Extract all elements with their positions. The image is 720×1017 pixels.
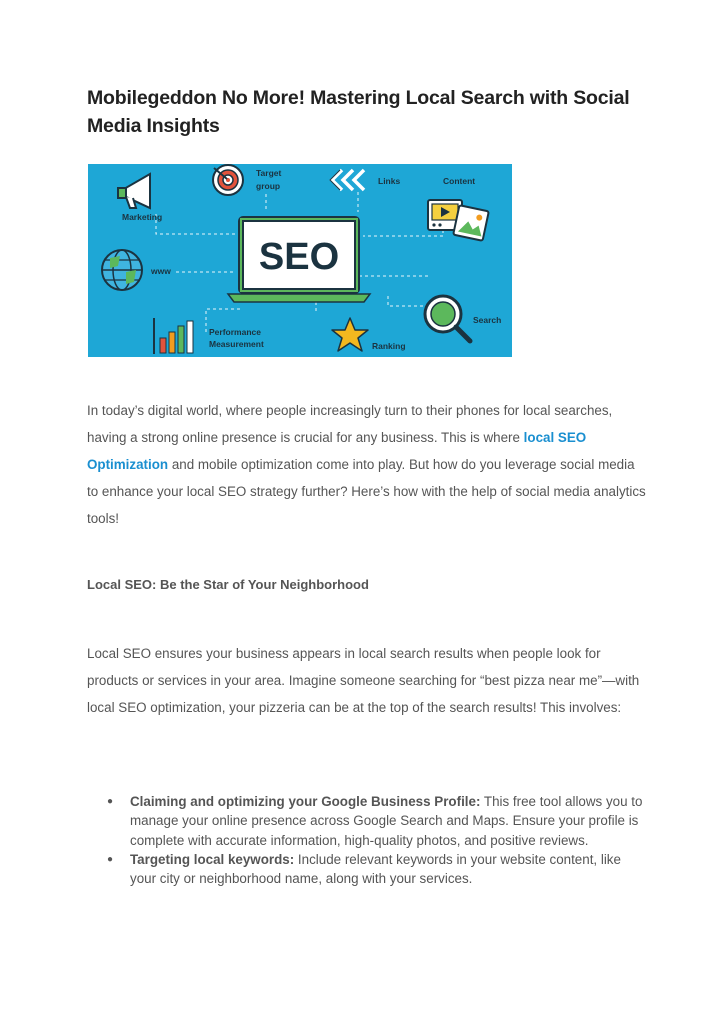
- list-item: [107, 850, 647, 889]
- article-title: Mobilegeddon No More! Mastering Local Search with Social Media Insights: [87, 87, 630, 137]
- intro-text-start: In today’s digital world, where people increasingly turn to their phones for local searches, having a strong online presence is crucial for any business. This is where: [87, 403, 613, 445]
- bullet-dot: ●: [107, 853, 114, 865]
- photo-icon: [453, 205, 489, 241]
- svg-text:Search: Search: [473, 315, 502, 325]
- magnifier-icon: [425, 296, 470, 341]
- intro-text-end: and mobile optimization come into play. But how do you leverage social media to enhance your local SEO strategy further? Here’s how with the help of social media analytics tools!: [87, 457, 646, 526]
- section-paragraph: Local SEO ensures your business appears in local search results when people look for products or services in your area. Imagine someone searching for “best pizza near me”—with local SEO optimization, your pizzeria can be at the top of the search results! This involves:: [87, 646, 640, 715]
- bar-chart-icon: [154, 318, 193, 354]
- svg-text:Links: Links: [378, 176, 401, 186]
- svg-text:Content: Content: [443, 176, 476, 186]
- chevrons-icon: [330, 170, 364, 190]
- bullet-text: This free tool allows you to manage your online presence across Google Search and Maps. Ensure your profile is complete with accurate information, high-quality photos, and positive reviews.: [130, 794, 643, 848]
- svg-text:Marketing: Marketing: [122, 212, 163, 222]
- svg-text:Performance: Performance: [209, 327, 261, 337]
- megaphone-icon: [118, 174, 150, 208]
- bullet-dot: ●: [107, 796, 114, 807]
- bullet-list: [107, 792, 647, 888]
- svg-text:group: group: [256, 181, 281, 191]
- list-item: [107, 792, 647, 850]
- target-icon: [213, 165, 243, 195]
- section-heading: Local SEO: Be the Star of Your Neighborhood: [87, 577, 369, 592]
- globe-icon: [102, 250, 142, 290]
- bullet-bold: Claiming and optimizing your Google Business Profile:: [130, 794, 481, 809]
- local-seo-link[interactable]: local SEO Optimization: [87, 430, 587, 472]
- intro-paragraph: [87, 397, 647, 532]
- star-icon: [332, 318, 368, 351]
- svg-text:Measurement: Measurement: [209, 339, 264, 349]
- bullet-bold: Targeting local keywords:: [130, 851, 295, 867]
- svg-text:Target: Target: [256, 168, 282, 178]
- seo-hero-image: [88, 164, 512, 357]
- seo-center-text: SEO: [258, 236, 340, 278]
- bullet-text: Include relevant keywords in your website content, like your city or neighborhood name, along with your services.: [130, 851, 621, 887]
- svg-text:www: www: [151, 266, 171, 276]
- svg-text:Ranking: Ranking: [372, 341, 406, 351]
